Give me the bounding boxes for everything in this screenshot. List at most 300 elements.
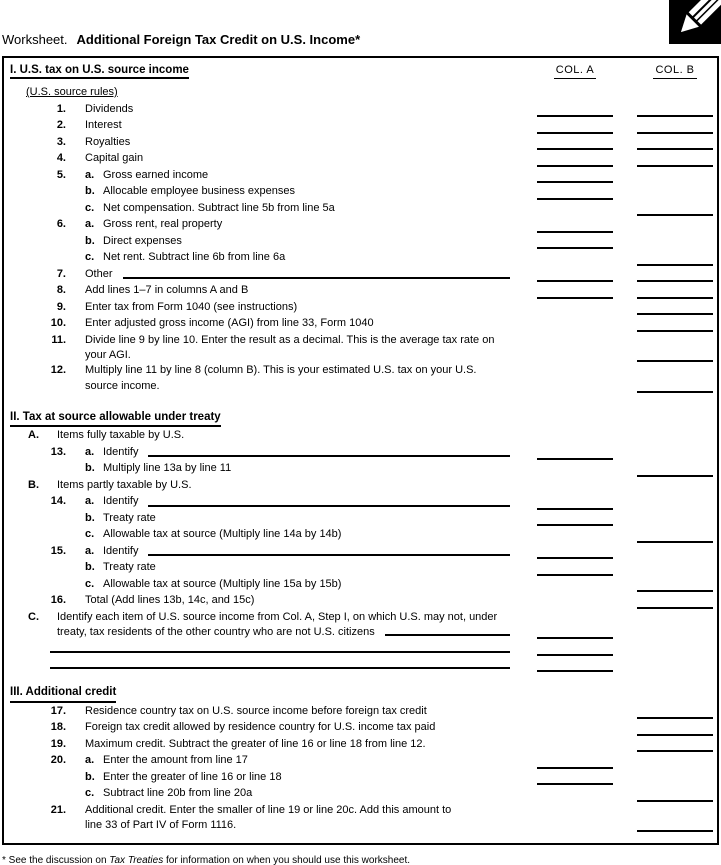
row-line [10,752,537,769]
row-line [10,736,537,753]
col-a-entry [537,717,613,719]
col-b-entry[interactable] [637,146,713,150]
row-label [10,576,537,593]
row-subletter: b. [85,511,95,524]
row-line [10,315,537,332]
worksheet-row [10,592,713,609]
row-text: treaty, tax residents of the other country who are not U.S. citizens [57,626,375,638]
worksheet-row [10,785,713,802]
row-number: 13. [50,445,66,458]
worksheet-rows [10,84,713,832]
row-line [10,134,537,151]
col-a-entry[interactable] [537,278,613,282]
worksheet-row [10,150,713,167]
row-line [10,592,537,609]
worksheet-row [10,703,713,720]
worksheet-row [10,493,713,510]
worksheet-row [10,299,713,316]
worksheet-row [10,266,713,283]
section-i-heading: I. U.S. tax on U.S. source income [10,64,537,79]
row-label [10,609,537,640]
row-text: Allowable tax at source (Multiply line 14a by 14b) [103,528,342,540]
col-b-entry[interactable] [637,748,713,752]
worksheet-kicker: Worksheet. [2,32,68,47]
col-b-entry [637,247,713,249]
row-line [10,818,537,832]
row-letter: C. [28,610,39,623]
col-b-entry[interactable] [637,539,713,543]
col-b-entry[interactable] [637,473,713,477]
col-a-entry [537,360,613,362]
row-line [10,543,537,560]
worksheet-row [10,101,713,118]
row-subletter: a. [85,544,95,557]
row-subletter: c. [85,577,95,590]
worksheet-row [10,510,713,527]
section-heading [10,684,713,703]
row-label [10,249,537,266]
row-text: Treaty rate [103,561,156,573]
worksheet-row [10,559,713,576]
row-line [10,282,537,299]
col-b-entry [637,458,713,460]
row-text: Multiply line 11 by line 8 (column B). This is your estimated U.S. tax on your U.S. [85,364,477,376]
row-line [10,444,537,461]
col-a-entry[interactable] [537,245,613,249]
col-b-entry[interactable] [637,389,713,393]
row-text: Residence country tax on U.S. source income before foreign tax credit [85,704,427,717]
fill-line[interactable] [50,649,510,653]
row-number: 2. [56,119,66,131]
row-number: 1. [56,102,66,115]
fill-line[interactable] [148,503,510,507]
row-label [10,736,537,753]
row-line [10,101,537,118]
col-b-entry[interactable] [637,262,713,266]
footnote [2,854,721,865]
worksheet-row [10,460,713,477]
col-a-entry [537,330,613,332]
row-text: Additional credit. Enter the smaller of line 19 or line 20c. Add this amount to [85,803,452,816]
row-text: Gross rent, real property [103,218,223,230]
row-text: Total (Add lines 13b, 14c, and 15c) [85,594,255,606]
worksheet-row [10,477,713,494]
col-b-entry[interactable] [637,588,713,592]
row-letter: B. [28,478,39,491]
row-label [10,266,537,283]
row-label [10,200,537,217]
col-a-entry[interactable] [537,113,613,117]
row-text: Subtract line 20b from line 20a [103,787,253,799]
row-number: 5. [56,168,66,181]
row-text: Multiply line 13a by line 11 [103,462,232,474]
row-label [10,543,537,560]
worksheet-row [10,656,713,673]
row-text: Maximum credit. Subtract the greater of line 16 or line 18 from line 12. [85,737,426,750]
row-line [10,332,537,349]
row-label [10,233,537,250]
row-line [10,493,537,510]
row-subletter: b. [85,770,95,783]
worksheet-box [2,56,719,845]
section-heading [10,409,713,428]
row-line [10,167,537,184]
row-number: 4. [56,152,66,164]
row-label [10,282,537,299]
row-label [10,362,537,393]
row-line [10,216,537,233]
row-number: 12. [50,364,66,376]
row-number: 8. [56,284,66,296]
col-a-entry [537,830,613,832]
col-b-entry[interactable] [637,732,713,736]
worksheet-row [10,282,713,299]
row-label [10,315,537,332]
row-subletter: c. [85,787,95,799]
row-text: Foreign tax credit allowed by residence country for U.S. income tax paid [85,721,436,733]
row-label [10,802,537,833]
pencil-icon [669,0,721,44]
row-subletter: b. [85,234,95,247]
row-text: source income. [85,379,160,392]
row-text: Allowable tax at source (Multiply line 15a by 15b) [103,577,342,590]
row-subletter: a. [85,168,95,181]
col-b-entry [637,670,713,672]
row-label [10,84,537,101]
row-line [10,249,537,266]
row-line [10,117,537,134]
row-label [10,477,537,494]
row-text: Enter adjusted gross income (AGI) from line 33, Form 1040 [85,317,374,329]
section-title: II. Tax at source allowable under treaty [10,409,221,428]
col-a-entry[interactable] [537,572,613,576]
col-a-entry [537,313,613,315]
worksheet-row [10,609,713,640]
worksheet-row [10,576,713,593]
row-label [10,150,537,167]
row-label [10,785,537,802]
col-b-entry[interactable] [637,113,713,117]
col-b-header: COL. B [637,64,713,79]
row-line [10,427,537,444]
fill-line[interactable] [148,453,510,457]
row-text: Net rent. Subtract line 6b from line 6a [103,251,286,263]
row-subletter: a. [85,495,95,507]
worksheet-row [10,362,713,393]
row-line [10,233,537,250]
col-b-entry[interactable] [637,605,713,609]
row-text: Other [85,267,113,280]
row-label [10,493,537,510]
worksheet-row [10,249,713,266]
worksheet-row [10,332,713,363]
col-a-entry [537,442,613,444]
row-line [10,379,537,393]
footnote-prefix: * See the discussion on [2,855,110,865]
col-a-entry[interactable] [537,130,613,134]
row-label [10,299,537,316]
col-b-entry [637,767,713,769]
row-text: Allocable employee business expenses [103,185,296,197]
row-number: 7. [56,267,66,280]
row-text: Items partly taxable by U.S. [57,478,192,491]
row-number: 14. [50,495,66,507]
worksheet-row [10,802,713,833]
row-line [10,625,537,639]
col-b-entry[interactable] [637,328,713,332]
worksheet-row [10,543,713,560]
worksheet-row [10,719,713,736]
row-subletter: b. [85,185,95,197]
col-b-entry[interactable] [637,798,713,802]
col-a-entry [537,391,613,393]
row-text: Identify [103,445,139,458]
col-a-entry[interactable] [537,668,613,672]
col-b-entry [637,654,713,656]
col-a-entry [537,491,613,493]
row-text: line 33 of Part IV of Form 1116. [85,819,237,831]
row-label [10,332,537,363]
row-label [10,460,537,477]
row-label [10,117,537,134]
row-text: Enter the greater of line 16 or line 18 [103,770,282,783]
fill-line[interactable] [385,632,510,636]
col-a-entry[interactable] [537,229,613,233]
col-b-entry[interactable] [637,212,713,216]
fill-line[interactable] [50,665,510,669]
row-label [10,101,537,118]
subnote-text: (U.S. source rules) [26,86,118,98]
row-number: 6. [56,218,66,230]
col-a-entry [537,99,613,101]
row-number: 9. [56,300,66,313]
col-a-entry[interactable] [537,456,613,460]
row-number: 17. [50,704,66,717]
row-label [10,444,537,461]
worksheet-row [10,84,713,101]
col-b-entry [637,198,713,200]
row-text: Interest [85,119,122,131]
worksheet-row [10,117,713,134]
row-line [10,526,537,543]
col-b-entry [637,181,713,183]
col-a-entry [537,475,613,477]
row-text: Enter tax from Form 1040 (see instructions) [85,300,298,313]
row-text: Direct expenses [103,234,182,247]
row-label [10,216,537,233]
col-a-entry[interactable] [537,295,613,299]
footnote-suffix: for information on when you should use this worksheet. [163,855,411,865]
row-text: Items fully taxable by U.S. [57,429,185,441]
col-a-entry [537,701,613,703]
col-a-entry[interactable] [537,765,613,769]
row-label [10,510,537,527]
col-a-entry [537,734,613,736]
row-label [10,684,537,703]
row-text: Add lines 1–7 in columns A and B [85,284,249,296]
col-a-entry[interactable] [537,781,613,785]
row-label [10,409,537,428]
row-number: 11. [51,333,66,346]
row-text: Identify [103,495,139,507]
row-line [10,362,537,379]
col-a-entry [537,590,613,592]
worksheet-row [10,444,713,461]
row-text: Identify [103,544,139,557]
row-line [10,609,537,626]
row-text: Royalties [85,135,131,148]
row-letter: A. [28,429,39,441]
col-b-entry [637,574,713,576]
footnote-reference: Tax Treaties [109,855,164,865]
col-a-entry[interactable] [537,196,613,200]
col-a-header: COL. A [537,64,613,79]
col-b-entry [637,425,713,427]
col-b-entry[interactable] [637,358,713,362]
col-b-entry [637,231,713,233]
row-subletter: c. [85,528,95,540]
col-a-entry[interactable] [537,522,613,526]
row-line [10,719,537,736]
row-number: 18. [50,721,66,733]
col-b-entry [637,637,713,639]
worksheet-row [10,736,713,753]
worksheet-row [10,639,713,656]
row-label [10,526,537,543]
col-b-entry[interactable] [637,715,713,719]
col-b-entry[interactable] [637,295,713,299]
row-number: 20. [50,754,66,766]
col-a-entry [537,750,613,752]
row-text: Enter the amount from line 17 [103,754,248,766]
row-label [10,134,537,151]
worksheet-row [10,315,713,332]
worksheet-row [10,134,713,151]
row-label [10,592,537,609]
row-line [10,785,537,802]
row-subletter: a. [85,445,95,458]
row-line [10,299,537,316]
col-a-entry[interactable] [537,555,613,559]
col-b-entry [637,99,713,101]
row-label [10,167,537,184]
row-subletter: a. [85,754,95,766]
col-a-entry [537,214,613,216]
row-line [10,348,537,362]
col-b-entry [637,491,713,493]
col-a-entry[interactable] [537,652,613,656]
row-subletter: c. [85,201,95,214]
worksheet-row [10,216,713,233]
col-b-entry [637,524,713,526]
fill-line[interactable] [123,275,510,279]
col-a-entry[interactable] [537,179,613,183]
worksheet-row [10,769,713,786]
row-text: Identify each item of U.S. source income from Col. A, Step I, on which U.S. may not, under [57,610,498,623]
col-a-entry[interactable] [537,635,613,639]
row-line [10,266,537,283]
row-line [10,460,537,477]
col-b-entry [637,557,713,559]
col-a-entry[interactable] [537,163,613,167]
worksheet-row [10,526,713,543]
row-text: Dividends [85,102,134,115]
row-line [10,769,537,786]
row-text: Net compensation. Subtract line 5b from line 5a [103,201,335,214]
worksheet-row [10,752,713,769]
row-number: 3. [56,135,66,148]
row-line [10,183,537,200]
worksheet-title: Additional Foreign Tax Credit on U.S. Income* [76,32,361,47]
fill-line[interactable] [148,552,510,556]
row-label [10,559,537,576]
worksheet-row [10,200,713,217]
row-line [10,510,537,527]
row-text: Divide line 9 by line 10. Enter the result as a decimal. This is the average tax rate on [85,333,495,346]
worksheet-row [10,183,713,200]
col-b-entry [637,508,713,510]
row-label [10,719,537,736]
row-subletter: b. [85,462,95,474]
worksheet-row [10,427,713,444]
col-a-entry[interactable] [537,146,613,150]
row-number: 19. [50,737,66,750]
row-number: 15. [50,544,66,557]
col-b-entry[interactable] [637,130,713,134]
col-a-entry [537,541,613,543]
col-b-entry [637,442,713,444]
col-a-entry [537,264,613,266]
col-b-entry [637,783,713,785]
col-b-entry[interactable] [637,163,713,167]
row-label [10,427,537,444]
row-line [10,703,537,720]
worksheet-header-row [10,64,713,81]
row-line [10,477,537,494]
row-text: your AGI. [85,349,131,361]
row-number: 16. [50,594,66,606]
row-line [10,576,537,593]
row-label [10,703,537,720]
row-label [10,752,537,769]
row-line [10,200,537,217]
col-b-entry[interactable] [637,311,713,315]
row-label [10,649,537,656]
col-a-entry [537,800,613,802]
row-text: Gross earned income [103,168,209,181]
col-b-entry[interactable] [637,278,713,282]
row-line [10,559,537,576]
col-a-entry [537,607,613,609]
col-a-entry [537,425,613,427]
document-title [2,32,721,48]
col-b-entry [637,701,713,703]
row-subletter: c. [85,251,95,263]
row-line [10,150,537,167]
col-b-entry[interactable] [637,828,713,832]
row-label [10,183,537,200]
row-label [10,665,537,672]
row-line [10,802,537,819]
row-text: Treaty rate [103,511,156,524]
row-label [10,769,537,786]
col-a-entry[interactable] [537,506,613,510]
worksheet-row [10,233,713,250]
row-subletter: a. [85,218,95,230]
row-subletter: b. [85,561,95,573]
worksheet-row [10,167,713,184]
row-number: 21. [50,803,66,816]
